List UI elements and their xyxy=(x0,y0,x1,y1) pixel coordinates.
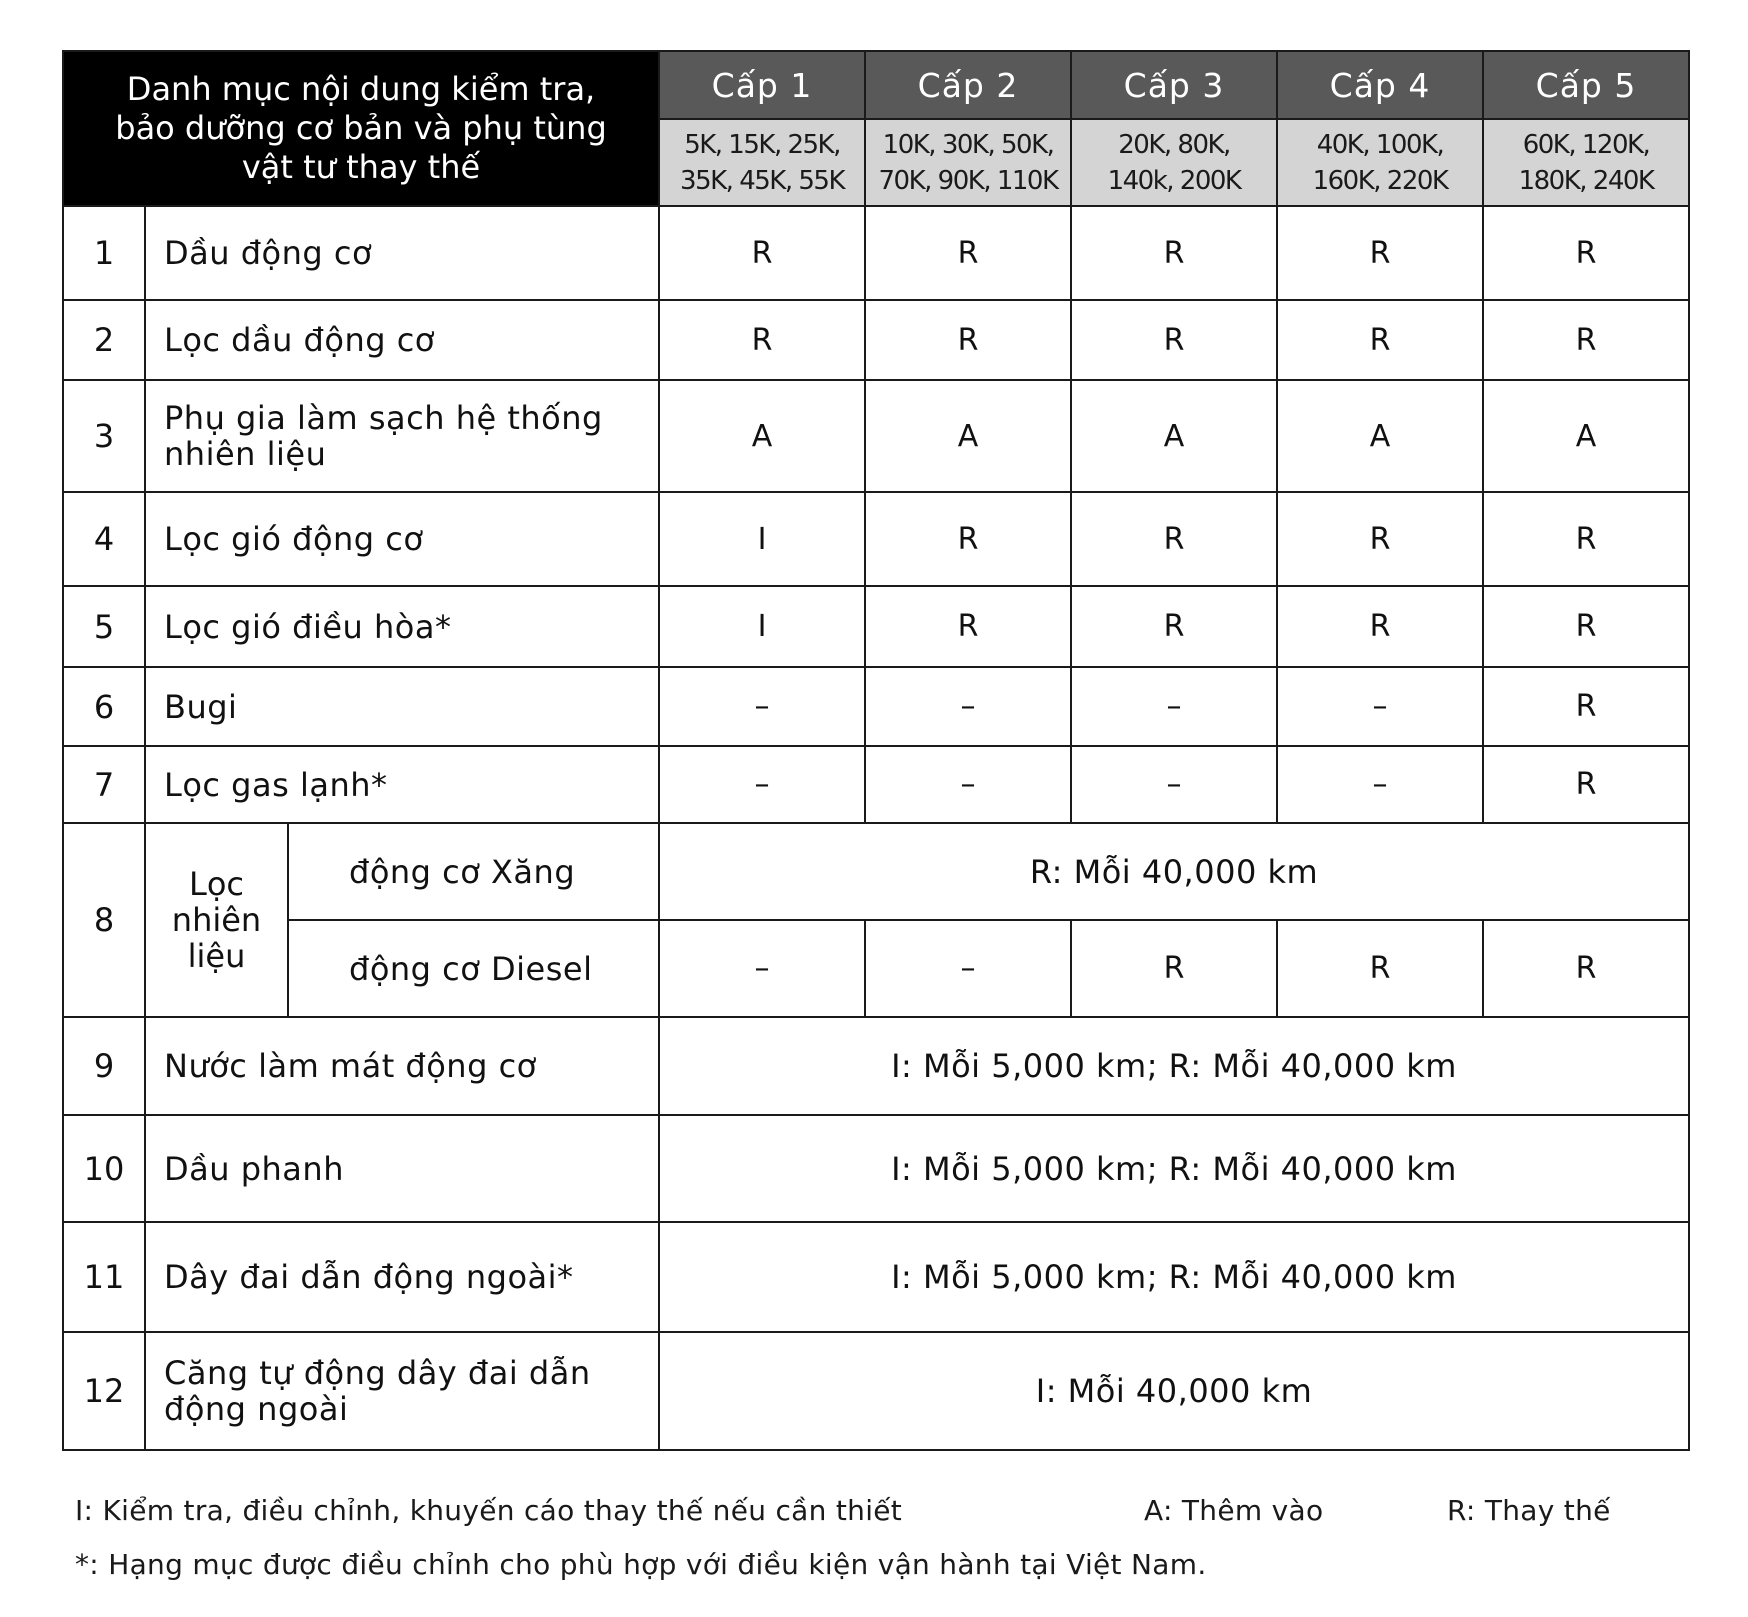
row-number: 11 xyxy=(63,1222,145,1332)
row-value: R xyxy=(1071,492,1277,586)
row-number: 1 xyxy=(63,206,145,300)
level-header-2: Cấp 2 xyxy=(865,51,1071,119)
row-number: 10 xyxy=(63,1115,145,1222)
row-item: Dầu động cơ xyxy=(145,206,659,300)
row-number: 6 xyxy=(63,667,145,746)
table-title: Danh mục nội dung kiểm tra, bảo dưỡng cơ bản và phụ tùng vật tư thay thế xyxy=(63,51,659,206)
fuel-filter-group-label: Lọc nhiên liệu xyxy=(145,823,288,1017)
table-row-fuel-petrol xyxy=(63,823,1689,920)
row-value: R xyxy=(1277,492,1483,586)
row-item: Lọc gió động cơ xyxy=(145,492,659,586)
row-item: Bugi xyxy=(145,667,659,746)
row-value: A xyxy=(1071,380,1277,492)
legend-inspect: I: Kiểm tra, điều chỉnh, khuyến cáo thay thế nếu cần thiết xyxy=(75,1494,903,1527)
table-row xyxy=(63,300,1689,380)
row-value: R xyxy=(1071,300,1277,380)
table-row xyxy=(63,1017,1689,1115)
row-value: R xyxy=(1483,920,1689,1017)
table-row xyxy=(63,586,1689,667)
row-interval: I: Mỗi 40,000 km xyxy=(659,1332,1689,1450)
row-value: R xyxy=(1277,300,1483,380)
row-value: A xyxy=(1483,380,1689,492)
row-value: R xyxy=(659,300,865,380)
petrol-engine-label: động cơ Xăng xyxy=(288,823,659,920)
row-value: – xyxy=(659,920,865,1017)
row-value: – xyxy=(865,667,1071,746)
row-value: R xyxy=(1483,492,1689,586)
row-value: R xyxy=(1071,586,1277,667)
row-value: – xyxy=(1071,667,1277,746)
row-number: 4 xyxy=(63,492,145,586)
row-interval: I: Mỗi 5,000 km; R: Mỗi 40,000 km xyxy=(659,1017,1689,1115)
row-item: Dây đai dẫn động ngoài* xyxy=(145,1222,659,1332)
legend-add: A: Thêm vào xyxy=(1144,1494,1324,1527)
row-value: – xyxy=(865,920,1071,1017)
row-value: R xyxy=(1277,586,1483,667)
legend-replace: R: Thay thế xyxy=(1447,1494,1611,1527)
row-item: Nước làm mát động cơ xyxy=(145,1017,659,1115)
row-value: – xyxy=(865,746,1071,823)
level-header-1: Cấp 1 xyxy=(659,51,865,119)
row-value: R xyxy=(865,300,1071,380)
row-value: R xyxy=(1277,206,1483,300)
row-value: – xyxy=(1277,746,1483,823)
table-row xyxy=(63,1222,1689,1332)
level-km-2: 10K, 30K, 50K, 70K, 90K, 110K xyxy=(865,119,1071,206)
level-km-4: 40K, 100K, 160K, 220K xyxy=(1277,119,1483,206)
level-km-5: 60K, 120K, 180K, 240K xyxy=(1483,119,1689,206)
row-item: Phụ gia làm sạch hệ thống nhiên liệu xyxy=(145,380,659,492)
maintenance-schedule-table xyxy=(62,50,1690,1451)
row-item: Căng tự động dây đai dẫn động ngoài xyxy=(145,1332,659,1450)
row-value: I xyxy=(659,586,865,667)
level-km-1: 5K, 15K, 25K, 35K, 45K, 55K xyxy=(659,119,865,206)
row-item: Lọc gió điều hòa* xyxy=(145,586,659,667)
row-value: A xyxy=(865,380,1071,492)
row-value: – xyxy=(659,667,865,746)
table-row-fuel-diesel xyxy=(63,920,1689,1017)
row-value: A xyxy=(659,380,865,492)
table-row xyxy=(63,667,1689,746)
row-value: – xyxy=(1071,746,1277,823)
row-value: – xyxy=(1277,667,1483,746)
table-row xyxy=(63,1115,1689,1222)
level-header-3: Cấp 3 xyxy=(1071,51,1277,119)
row-value: R xyxy=(1483,206,1689,300)
row-value: R xyxy=(1071,920,1277,1017)
level-header-4: Cấp 4 xyxy=(1277,51,1483,119)
petrol-engine-value: R: Mỗi 40,000 km xyxy=(659,823,1689,920)
row-number: 7 xyxy=(63,746,145,823)
row-number: 3 xyxy=(63,380,145,492)
row-value: R xyxy=(1483,667,1689,746)
row-value: A xyxy=(1277,380,1483,492)
row-interval: I: Mỗi 5,000 km; R: Mỗi 40,000 km xyxy=(659,1115,1689,1222)
row-value: R xyxy=(659,206,865,300)
footnote: *: Hạng mục được điều chỉnh cho phù hợp với điều kiện vận hành tại Việt Nam. xyxy=(75,1548,1207,1581)
row-number: 8 xyxy=(63,823,145,1017)
row-value: R xyxy=(1071,206,1277,300)
row-number: 5 xyxy=(63,586,145,667)
row-number: 9 xyxy=(63,1017,145,1115)
level-km-3: 20K, 80K, 140k, 200K xyxy=(1071,119,1277,206)
row-value: R xyxy=(1277,920,1483,1017)
header-row-levels xyxy=(63,51,1689,119)
row-number: 2 xyxy=(63,300,145,380)
table-row xyxy=(63,1332,1689,1450)
row-item: Dầu phanh xyxy=(145,1115,659,1222)
row-value: R xyxy=(865,586,1071,667)
row-item: Lọc dầu động cơ xyxy=(145,300,659,380)
row-value: I xyxy=(659,492,865,586)
diesel-engine-label: động cơ Diesel xyxy=(288,920,659,1017)
row-value: R xyxy=(1483,300,1689,380)
table-row xyxy=(63,206,1689,300)
table-row xyxy=(63,492,1689,586)
row-value: R xyxy=(1483,746,1689,823)
row-value: R xyxy=(865,492,1071,586)
level-header-5: Cấp 5 xyxy=(1483,51,1689,119)
table-row xyxy=(63,746,1689,823)
row-value: R xyxy=(1483,586,1689,667)
table-row xyxy=(63,380,1689,492)
row-item: Lọc gas lạnh* xyxy=(145,746,659,823)
row-value: – xyxy=(659,746,865,823)
row-number: 12 xyxy=(63,1332,145,1450)
row-value: R xyxy=(865,206,1071,300)
row-interval: I: Mỗi 5,000 km; R: Mỗi 40,000 km xyxy=(659,1222,1689,1332)
